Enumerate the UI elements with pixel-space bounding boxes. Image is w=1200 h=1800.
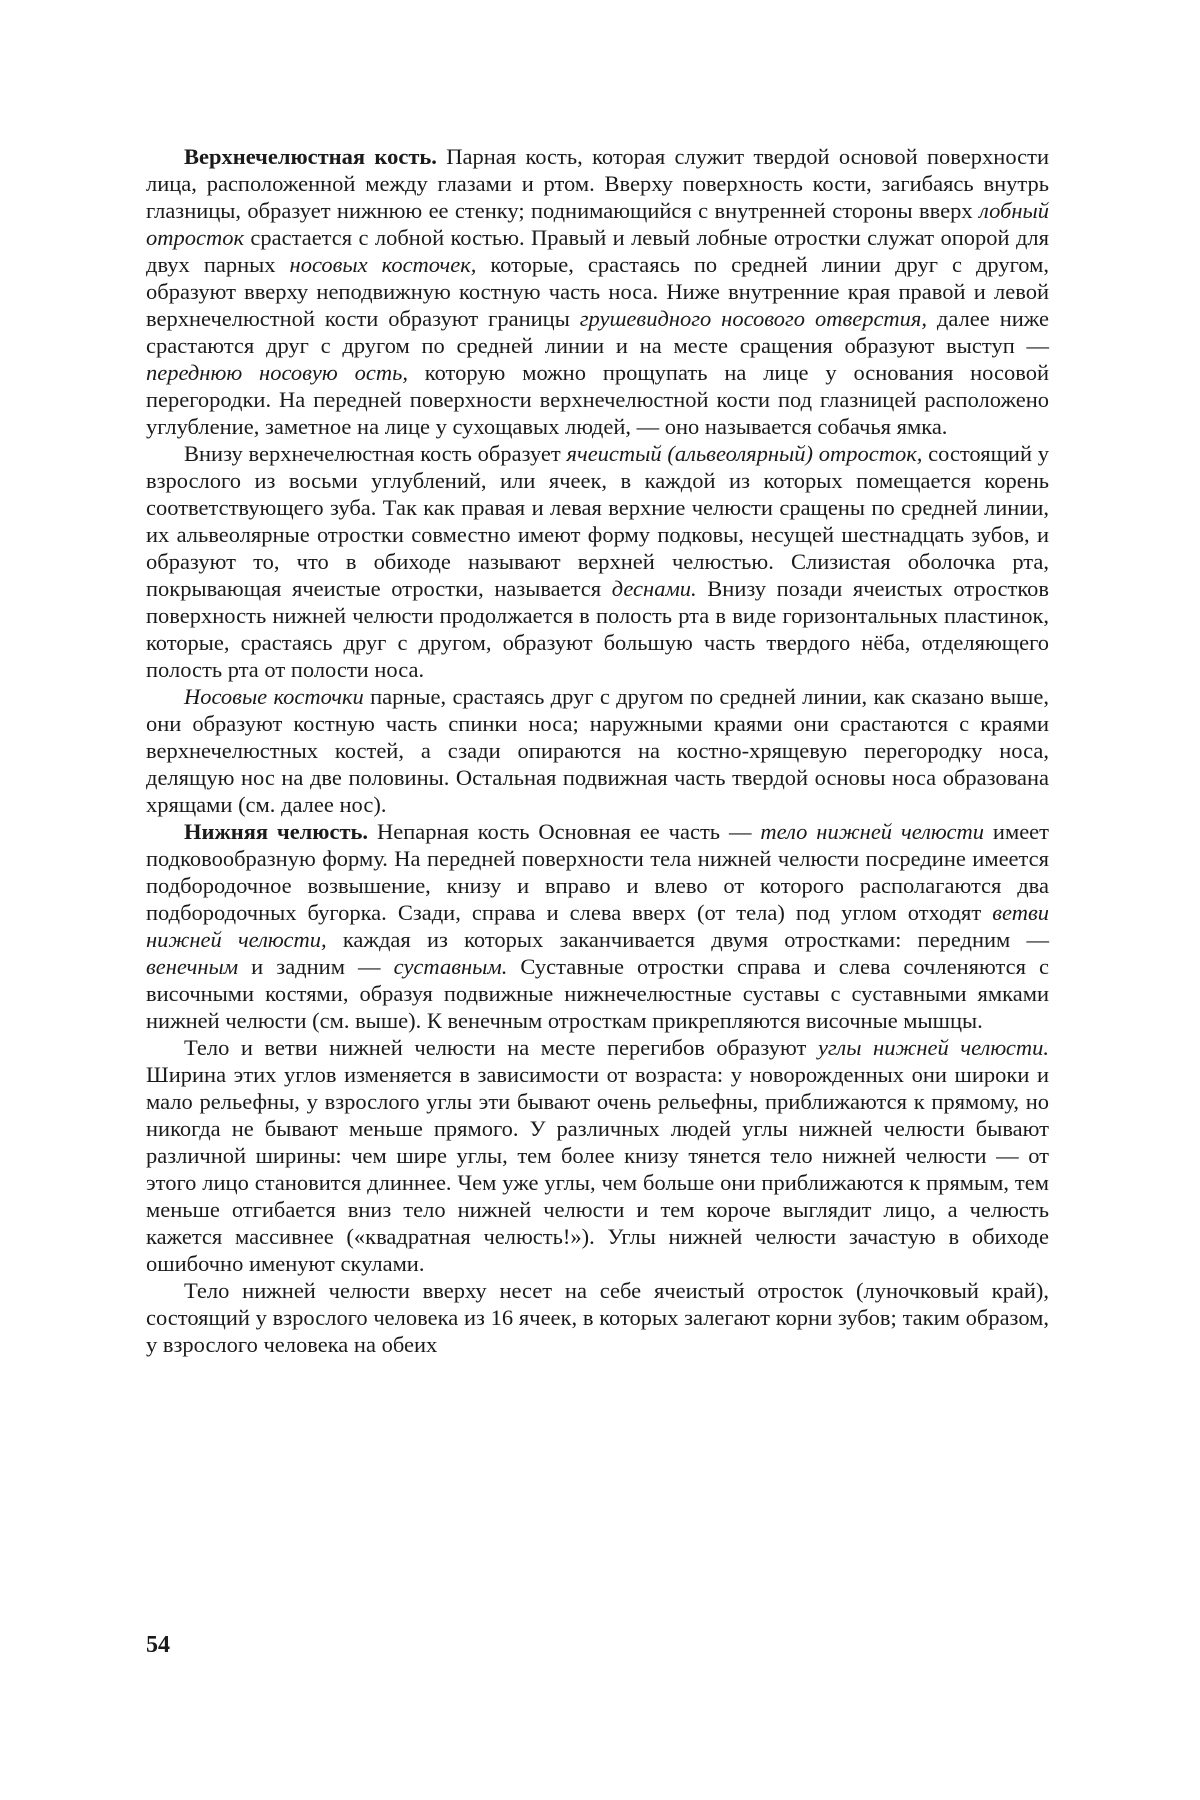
paragraph (146, 1034, 1049, 1277)
text-run: Внизу позади ячеистых отростков поверхность нижней челюсти продолжается в полость рта в виде горизонтальных пластинок, которые, срастаясь друг с другом, образуют большую часть твердого нёба, отделяющего полость рта от полости носа. (146, 576, 1049, 682)
italic-term: ветви нижней челюсти, (146, 900, 1049, 952)
text-run: которую можно прощупать на лице у основания носовой перегородки. На передней поверхности верхнечелюстной кости под глазницей расположено углубление, заметное на лице у сухощавых людей, — оно называется собачья ямка. (146, 360, 1049, 439)
text-run: Непарная кость Основная ее часть — (368, 819, 761, 844)
italic-term: носовых косточек, (289, 252, 477, 277)
paragraph (146, 440, 1049, 683)
paragraph (146, 143, 1049, 440)
text-run: Ширина этих углов изменяется в зависимости от возраста: у новорожденных они широки и мало рельефны, у взрослого углы эти бывают очень рельефны, приближаются к прямому, но никогда не бывают меньше прямого. У различных людей углы нижней челюсти бывают различной ширины: чем шире углы, тем более книзу тянется тело нижней челюсти — от этого лицо становится длиннее. Чем уже углы, чем больше они приближаются к прямым, тем меньше отгибается вниз тело нижней челюсти и тем короче выглядит лицо, а челюсть кажется массивнее («квадратная челюсть!»). Углы нижней челюсти зачастую в обиходе ошибочно именуют скулами. (146, 1062, 1049, 1276)
body-text (146, 143, 1049, 1358)
italic-term: углы нижней челюсти. (817, 1035, 1050, 1060)
italic-term: деснами. (611, 576, 697, 601)
page-number: 54 (146, 1632, 170, 1658)
italic-term: ячеистый (альвеолярный) отросток, (566, 441, 923, 466)
text-run: Внизу верхнечелюстная кость образует (184, 441, 567, 466)
italic-term: лобный отросток (146, 198, 1049, 250)
text-run: Тело нижней челюсти вверху несет на себе ячеистый отросток (луночковый край), состоящий у взрослого человека из 16 ячеек, в которых залегают корни зубов; таким образом, у взрослого человека на обеих (146, 1278, 1049, 1357)
paragraph (146, 818, 1049, 1034)
text-run: состоящий у взрослого из восьми углублений, или ячеек, в каждой из которых помещается корень соответствующего зуба. Так как правая и левая верхние челюсти сращены по средней линии, их альвеолярные отростки совместно имеют форму подковы, несущей шестнадцать зубов, и образуют то, что в обиходе называют верхней челюстью. Слизистая оболочка рта, покрывающая ячеистые отростки, называется (146, 441, 1049, 601)
text-run: каждая из которых заканчивается двумя отростками: передним — (326, 927, 1050, 952)
italic-term: переднюю носовую ость, (146, 360, 408, 385)
text-run: и задним — (238, 954, 394, 979)
paragraph (146, 683, 1049, 818)
text-run: которые, срастаясь по средней линии друг с другом, образуют вверху неподвижную костную часть носа. Ниже внутренние края правой и левой верхнечелюстной кости образуют границы (146, 252, 1049, 331)
text-run: Суставные отростки справа и слева сочленяются с височными костями, образуя подвижные нижнечелюстные суставы с суставными ямками нижней челюсти (см. выше). К венечным отросткам прикрепляются височные мышцы. (146, 954, 1049, 1033)
text-run: имеет подковообразную форму. На передней поверхности тела нижней челюсти посредине имеется подбородочное возвышение, книзу и вправо и влево от которого располагаются два подбородочных бугорка. Сзади, справа и слева вверх (от тела) под углом отходят (146, 819, 1049, 925)
text-run: далее ниже срастаются друг с другом по средней линии и на месте сращения образуют выступ — (146, 306, 1050, 358)
italic-term: тело нижней челюсти (760, 819, 984, 844)
text-run: парные, срастаясь друг с другом по средней линии, как сказано выше, они образуют костную часть спинки носа; наружными краями они срастаются с краями верхнечелюстных костей, а сзади опираются на костно-хрящевую перегородку носа, делящую нос на две половины. Остальная подвижная часть твердой основы носа образована хрящами (см. далее нос). (146, 684, 1049, 817)
italic-term: венечным (146, 954, 239, 979)
italic-term: суставным. (393, 954, 508, 979)
text-run: Парная кость, которая служит твердой основой поверхности лица, расположенной между глазами и ртом. Вверху поверхность кости, загибаясь внутрь глазницы, образует нижнюю ее стенку; поднимающийся с внутренней стороны вверх (146, 144, 1049, 223)
text-run: срастается с лобной костью. Правый и левый лобные отростки служат опорой для двух парных (146, 225, 1049, 277)
text-run: Тело и ветви нижней челюсти на месте перегибов образуют (184, 1035, 818, 1060)
bold-term: Верхнечелюстная кость. (184, 144, 437, 169)
bold-term: Нижняя челюсть. (184, 819, 369, 844)
paragraph (146, 1277, 1049, 1358)
italic-term: грушевидного носового отверстия, (579, 306, 928, 331)
italic-term: Носовые косточки (184, 684, 364, 709)
